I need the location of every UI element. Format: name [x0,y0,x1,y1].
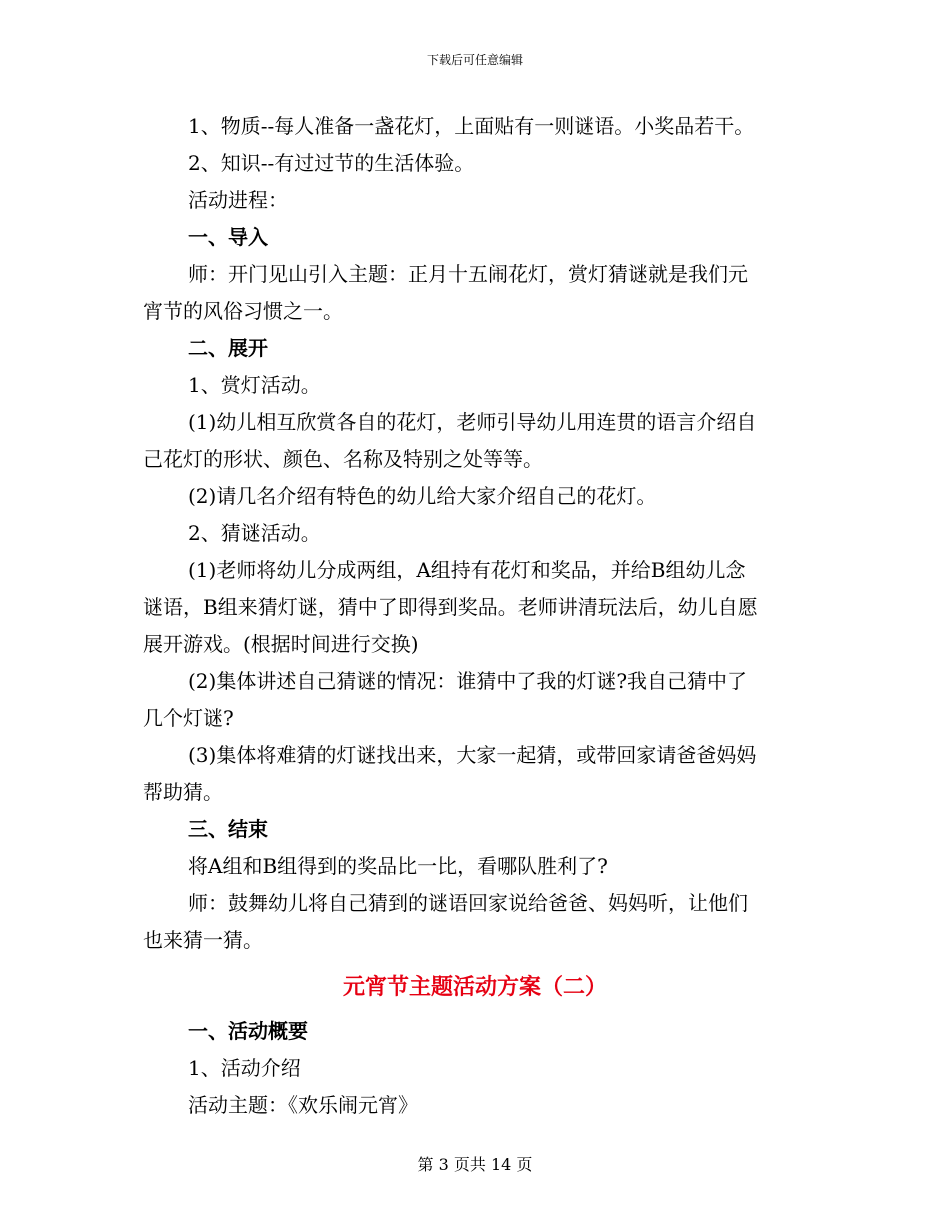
paragraph-intro-line1: 师：开门见山引入主题：正月十五闹花灯，赏灯猜谜就是我们元 [188,262,748,286]
heading-end: 三、结束 [188,817,268,841]
paragraph-intro-line2: 宵节的风俗习惯之一。 [143,299,343,323]
paragraph-lantern-2: (2)请几名介绍有特色的幼儿给大家介绍自己的花灯。 [188,484,657,508]
section-title: 元宵节主题活动方案（二） [342,974,607,1000]
paragraph-riddle-3-line2: 帮助猜。 [143,780,223,804]
paragraph-lantern-1-line1: (1)幼儿相互欣赏各自的花灯，老师引导幼儿用连贯的语言介绍自 [188,410,757,434]
heading-develop: 二、展开 [188,336,268,360]
paragraph-activity-intro: 1、活动介绍 [188,1056,301,1080]
paragraph-process-label: 活动进程： [188,188,288,212]
paragraph-riddle-3-line1: (3)集体将难猜的灯谜找出来，大家一起猜，或带回家请爸爸妈妈 [188,743,757,767]
paragraph-activity-theme: 活动主题：《欢乐闹元宵》 [188,1093,418,1117]
paragraph-compare: 将A组和B组得到的奖品比一比，看哪队胜利了? [188,854,608,878]
paragraph-riddle-2-line1: (2)集体讲述自己猜谜的情况：谁猜中了我的灯谜?我自己猜中了 [188,669,748,693]
page-footer: 第 3 页共 14 页 [417,1155,533,1174]
heading-overview: 一、活动概要 [188,1019,308,1043]
paragraph-materials: 1、物质--每人准备一盏花灯，上面贴有一则谜语。小奖品若干。 [188,114,755,138]
paragraph-encourage-line2: 也来猜一猜。 [143,928,263,952]
paragraph-riddle-1-line2: 谜语，B组来猜灯谜，猜中了即得到奖品。老师讲清玩法后，幼儿自愿 [143,595,758,619]
paragraph-riddle-1-line1: (1)老师将幼儿分成两组，A组持有花灯和奖品，并给B组幼儿念 [188,558,746,582]
page-header: 下载后可任意编辑 [426,53,523,67]
paragraph-encourage-line1: 师：鼓舞幼儿将自己猜到的谜语回家说给爸爸、妈妈听，让他们 [188,891,748,915]
heading-intro: 一、导入 [188,225,268,249]
paragraph-riddle-2-line2: 几个灯谜? [143,706,234,730]
paragraph-knowledge: 2、知识--有过过节的生活体验。 [188,151,475,175]
paragraph-riddle-1-line3: 展开游戏。(根据时间进行交换) [143,632,419,656]
document-body [143,108,807,1124]
paragraph-lantern-activity: 1、赏灯活动。 [188,373,321,397]
paragraph-lantern-1-line2: 己花灯的形状、颜色、名称及特别之处等等。 [143,447,543,471]
paragraph-riddle-activity: 2、猜谜活动。 [188,521,321,545]
